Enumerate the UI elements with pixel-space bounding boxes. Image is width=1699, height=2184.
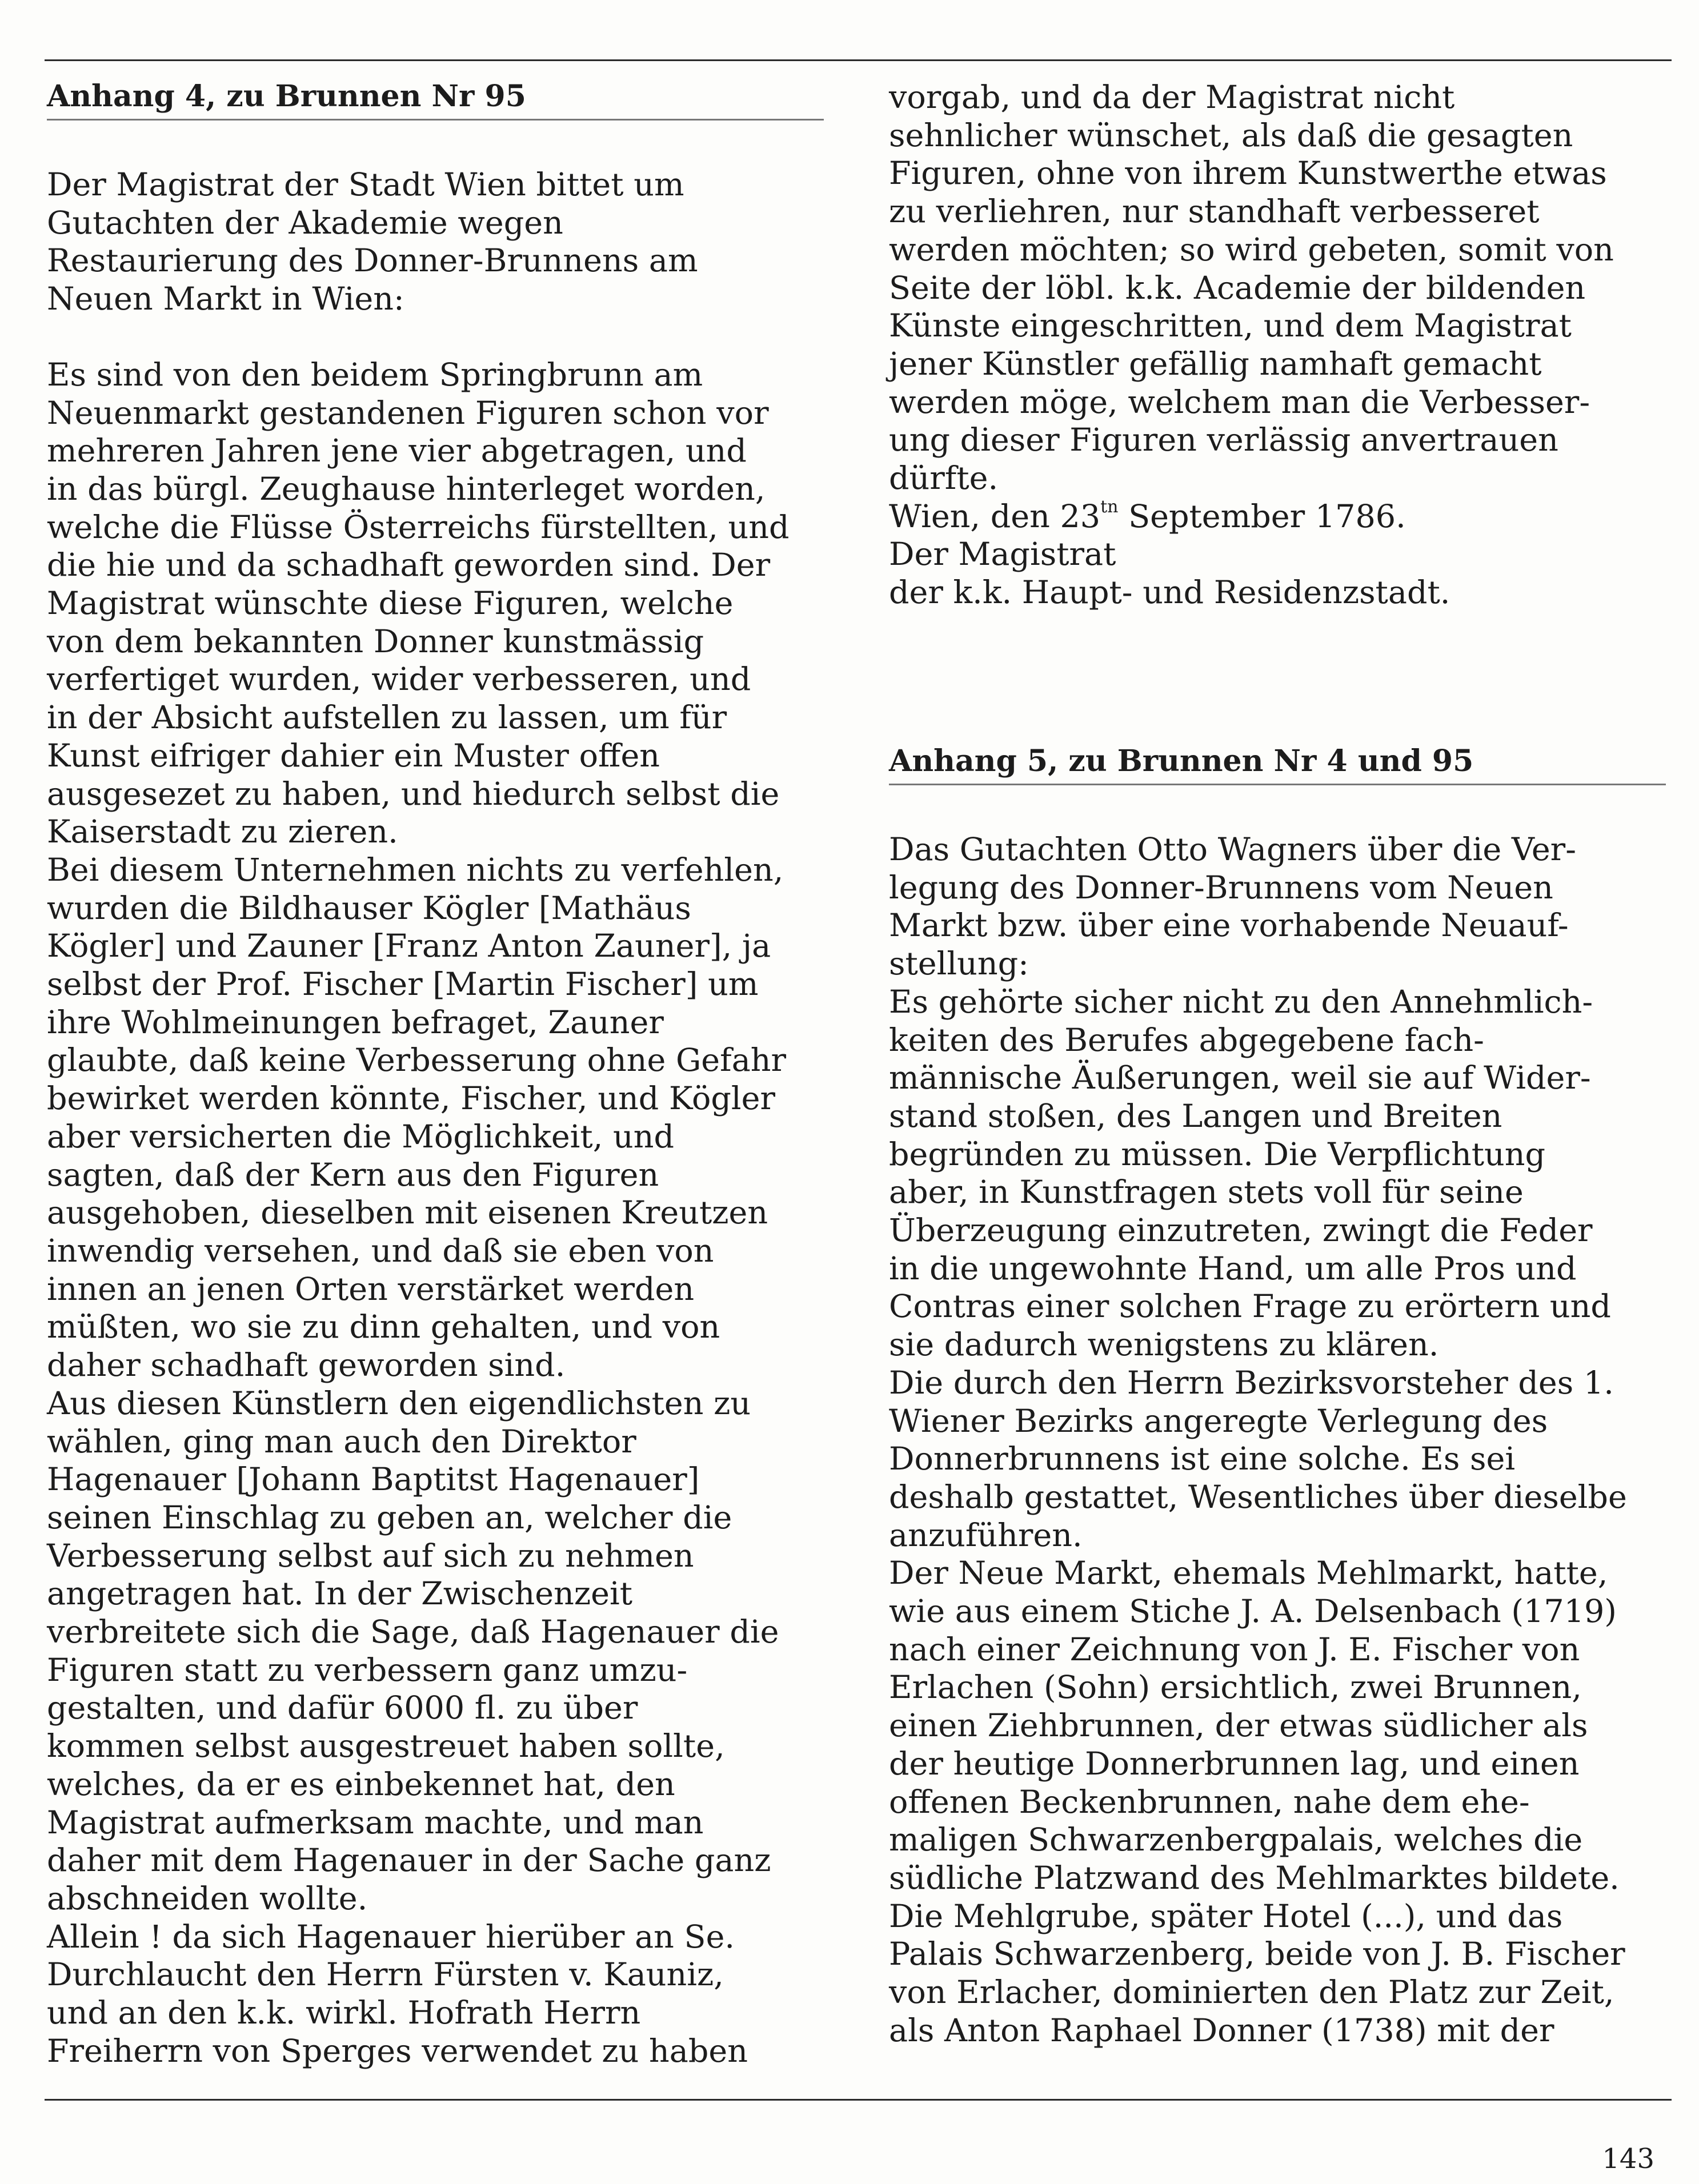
text-line: wie aus einem Stiche J. A. Delsenbach (1719)	[889, 1593, 1617, 1631]
text-line: Markt bzw. über eine vorhabende Neuauf-	[889, 907, 1569, 945]
top-rule	[45, 59, 1672, 61]
text-line: südliche Platzwand des Mehlmarktes bildete.	[889, 1859, 1620, 1897]
text-line: Figuren, ohne von ihrem Kunstwerthe etwas	[889, 155, 1607, 192]
text-line: Allein ! da sich Hagenauer hierüber an Se.	[47, 1918, 735, 1956]
text-line: aber versicherten die Möglichkeit, und	[47, 1118, 675, 1155]
text-line: nach einer Zeichnung von J. E. Fischer von	[889, 1631, 1580, 1668]
text-line: vorgab, und da der Magistrat nicht	[889, 79, 1455, 116]
text-line: daher schadhaft geworden sind.	[47, 1347, 566, 1384]
text-line: ihre Wohlmeinungen befraget, Zauner	[47, 1003, 664, 1041]
text-line: anzuführen.	[889, 1516, 1083, 1554]
text-line: in das bürgl. Zeughause hinterleget worden,	[47, 470, 766, 508]
text-line: einen Ziehbrunnen, der etwas südlicher als	[889, 1707, 1588, 1745]
text-line: abschneiden wollte.	[47, 1880, 368, 1917]
page-number: 143	[1602, 2143, 1654, 2175]
text-line: Künste eingeschritten, und dem Magistrat	[889, 307, 1572, 345]
text-line: werden möchten; so wird gebeten, somit von	[889, 231, 1614, 268]
text-line: jener Künstler gefällig namhaft gemacht	[889, 345, 1542, 383]
text-line: legung des Donner-Brunnens vom Neuen	[889, 869, 1553, 906]
text-line: von Erlacher, dominierten den Platz zur Zeit,	[889, 1974, 1614, 2012]
text-line: ung dieser Figuren verlässig anvertrauen	[889, 421, 1558, 459]
text-line: Palais Schwarzenberg, beide von J. B. Fischer	[889, 1936, 1625, 1973]
text-line: Magistrat wünschte diese Figuren, welche	[47, 585, 734, 623]
text-line: und an den k.k. wirkl. Hofrath Herrn	[47, 1994, 641, 2032]
text-line: daher mit dem Hagenauer in der Sache ganz	[47, 1842, 771, 1880]
text-line: der heutige Donnerbrunnen lag, und einen	[889, 1745, 1580, 1782]
text-line: aber, in Kunstfragen stets voll für seine	[889, 1174, 1524, 1211]
text-line: verbreitete sich die Sage, daß Hagenauer die	[47, 1613, 779, 1651]
right-column	[889, 79, 1666, 612]
text-line: Kaiserstadt zu zieren.	[47, 813, 398, 851]
text-line: Das Gutachten Otto Wagners über die Ver-	[889, 831, 1576, 868]
text-line: maligen Schwarzenbergpalais, welches die	[889, 1821, 1583, 1859]
text-line: stand stoßen, des Langen und Breiten	[889, 1097, 1502, 1135]
text-line: ausgehoben, dieselben mit eisenen Kreutzen	[47, 1194, 768, 1232]
text-line: Durchlaucht den Herrn Fürsten v. Kauniz,	[47, 1956, 724, 1994]
text-line: Der Neue Markt, ehemals Mehlmarkt, hatte,	[889, 1555, 1608, 1592]
text-line: dürfte.	[889, 460, 999, 497]
text-line: Magistrat aufmerksam machte, und man	[47, 1804, 704, 1841]
text-line: Verbesserung selbst auf sich zu nehmen	[47, 1537, 694, 1575]
text-line: Überzeugung einzutreten, zwingt die Feder	[889, 1212, 1593, 1250]
text-line: offenen Beckenbrunnen, nahe dem ehe-	[889, 1783, 1530, 1821]
text-line: seinen Einschlag zu geben an, welcher die	[47, 1499, 732, 1536]
gutachten-body	[889, 831, 1666, 2050]
text-line: Bei diesem Unternehmen nichts zu verfehlen,	[47, 851, 784, 889]
text-line: Contras einer solchen Frage zu erörtern und	[889, 1288, 1611, 1326]
date-line	[889, 498, 1666, 536]
bottom-rule	[45, 2099, 1672, 2101]
text-line: Die Mehlgrube, später Hotel (...), und das	[889, 1897, 1563, 1935]
text-line: inwendig versehen, und daß sie eben von	[47, 1232, 714, 1270]
text-line: deshalb gestattet, Wesentliches über dieselbe	[889, 1478, 1627, 1516]
signature-line: Der Magistrat	[889, 536, 1116, 573]
text-line: Es gehörte sicher nicht zu den Annehmlich-	[889, 983, 1593, 1021]
intro-paragraph	[47, 166, 824, 319]
text-line: begründen zu müssen. Die Verpflichtung	[889, 1135, 1546, 1173]
text-line: als Anton Raphael Donner (1738) mit der	[889, 2012, 1554, 2049]
section-heading-anhang-5: Anhang 5, zu Brunnen Nr 4 und 95	[889, 742, 1666, 785]
text-line: selbst der Prof. Fischer [Martin Fischer] um	[47, 966, 759, 1003]
text-line: müßten, wo sie zu dinn gehalten, und von	[47, 1308, 720, 1346]
text-line: glaubte, daß keine Verbesserung ohne Gefahr	[47, 1042, 787, 1079]
text-line: sagten, daß der Kern aus den Figuren	[47, 1156, 659, 1194]
text-line: die hie und da schadhaft geworden sind. Der	[47, 547, 771, 584]
date-prefix: Wien, den 23	[889, 497, 1101, 535]
text-line: werden möge, welchem man die Verbesser-	[889, 383, 1590, 421]
text-line: sehnlicher wünschet, als daß die gesagten	[889, 117, 1573, 154]
text-line: Kunst eifriger dahier ein Muster offen	[47, 737, 660, 774]
text-line: Der Magistrat der Stadt Wien bittet um	[47, 166, 684, 203]
text-line: gestalten, und dafür 6000 fl. zu über	[47, 1689, 638, 1727]
text-line: in die ungewohnte Hand, um alle Pros und	[889, 1250, 1577, 1287]
text-line: wurden die Bildhauser Kögler [Mathäus	[47, 889, 691, 927]
text-line: bewirket werden könnte, Fischer, und Kögler	[47, 1080, 776, 1118]
text-line: angetragen hat. In der Zwischenzeit	[47, 1575, 633, 1613]
text-line: Es sind von den beidem Springbrunn am	[47, 356, 703, 394]
right-column-section-5	[889, 742, 1666, 2050]
text-line: Freiherrn von Sperges verwendet zu haben	[47, 2032, 748, 2070]
text-line: Kögler] und Zauner [Franz Anton Zauner], ja	[47, 928, 771, 965]
text-line: sie dadurch wenigstens zu klären.	[889, 1326, 1439, 1364]
text-line: Wiener Bezirks angeregte Verlegung des	[889, 1402, 1548, 1440]
text-line: wählen, ging man auch den Direktor	[47, 1423, 636, 1460]
signature-line: der k.k. Haupt- und Residenzstadt.	[889, 574, 1450, 612]
section-heading-anhang-4: Anhang 4, zu Brunnen Nr 95	[47, 78, 824, 121]
text-line: Neuenmarkt gestandenen Figuren schon vor	[47, 394, 769, 432]
text-line: in der Absicht aufstellen zu lassen, um für	[47, 699, 727, 737]
text-line: Hagenauer [Johann Baptitst Hagenauer]	[47, 1461, 700, 1499]
letter-continuation	[889, 79, 1666, 612]
text-line: männische Äußerungen, weil sie auf Wider-	[889, 1059, 1591, 1097]
text-line: Seite der löbl. k.k. Academie der bildenden	[889, 269, 1586, 307]
text-line: kommen selbst ausgestreuet haben sollte,	[47, 1728, 725, 1765]
date-suffix: September 1786.	[1118, 497, 1406, 535]
text-line: mehreren Jahren jene vier abgetragen, und	[47, 432, 747, 470]
text-line: ausgesezet zu haben, und hiedurch selbst die	[47, 775, 780, 813]
text-line: Neuen Markt in Wien:	[47, 280, 404, 318]
text-line: Aus diesen Künstlern den eigendlichsten zu	[47, 1384, 751, 1422]
text-line: keiten des Berufes abgegebene fach-	[889, 1021, 1484, 1059]
left-column	[47, 78, 824, 2070]
text-line: von dem bekannten Donner kunstmässig	[47, 623, 704, 660]
text-line: Erlachen (Sohn) ersichtlich, zwei Brunnen,	[889, 1669, 1582, 1707]
text-line: zu verliehren, nur standhaft verbesseret	[889, 193, 1540, 231]
text-line: verfertiget wurden, wider verbesseren, und	[47, 661, 751, 698]
text-line: Donnerbrunnens ist eine solche. Es sei	[889, 1440, 1516, 1478]
text-line: welche die Flüsse Österreichs fürstellten, und	[47, 508, 790, 546]
text-line: Restaurierung des Donner-Brunnens am	[47, 242, 698, 280]
date-superscript: tn	[1100, 496, 1119, 517]
text-line: Gutachten der Akademie wegen	[47, 204, 563, 242]
text-line: stellung:	[889, 945, 1029, 983]
text-line: innen an jenen Orten verstärket werden	[47, 1270, 695, 1308]
text-line: welches, da er es einbekennet hat, den	[47, 1765, 675, 1803]
text-line: Figuren statt zu verbessern ganz umzu-	[47, 1651, 688, 1689]
letter-body	[47, 356, 824, 2071]
text-line: Die durch den Herrn Bezirksvorsteher des 1.	[889, 1364, 1614, 1402]
